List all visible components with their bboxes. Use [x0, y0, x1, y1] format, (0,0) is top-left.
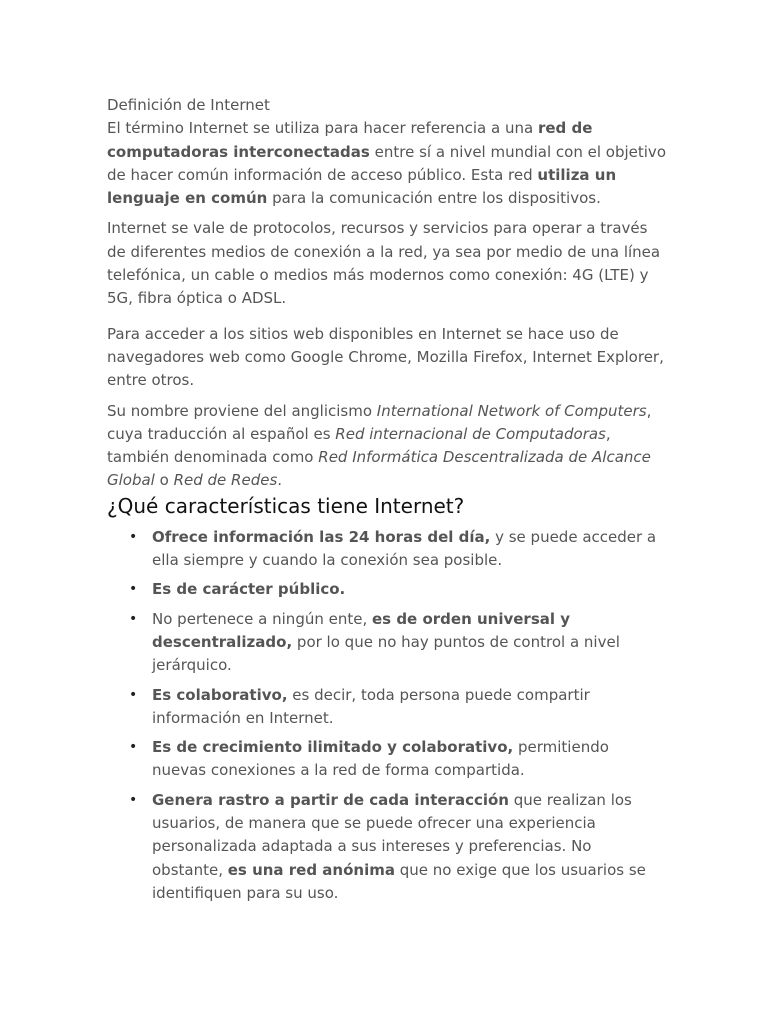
list-item: [152, 608, 667, 678]
paragraph-protocols: Internet se vale de protocolos, recursos y servicios para operar a través de diferentes medios de conexión a la red, ya sea por medio de una línea telefónica, un cable o medios más modernos como conexión: 4G (LTE) y 5G, fibra óptica o ADSL.: [107, 219, 661, 308]
bold-text: es de orden universal y descentralizado,: [152, 609, 571, 651]
paragraph-definition: [107, 117, 667, 210]
characteristics-list: [107, 526, 667, 905]
bold-text: Es colaborativo,: [152, 685, 288, 704]
text: permitiendo nuevas conexiones a la red de forma compartida.: [152, 738, 609, 780]
bold-text: red de computadoras interconectadas: [107, 119, 593, 161]
text: No pertenece a ningún ente,: [152, 609, 372, 628]
text: y se puede acceder a ella siempre y cuando la conexión sea posible.: [152, 527, 657, 570]
document-body: [107, 94, 667, 911]
bold-text: Ofrece información las 24 horas del día,: [152, 527, 491, 546]
bold-text: Genera rastro a partir de cada interacción: [152, 790, 509, 809]
text: .: [277, 471, 283, 490]
text: El término Internet se utiliza para hacer referencia a una: [107, 119, 538, 138]
italic-text: Red de Redes: [173, 471, 278, 490]
text: , también denominada como: [107, 424, 611, 467]
list-item: [152, 684, 667, 731]
text: que no exige que los usuarios se identifiquen para su uso.: [152, 860, 646, 902]
paragraph-name-origin: [107, 400, 667, 493]
paragraph-browsers: Para acceder a los sitios web disponibles en Internet se hace uso de navegadores web como Google Chrome, Mozilla Firefox, Internet Explorer, entre otros.: [107, 324, 664, 390]
text: entre sí a nivel mundial con el objetivo de hacer común información de acceso público. Esta red: [107, 142, 666, 184]
text: , cuya traducción al español es: [107, 401, 652, 443]
list-item: [152, 736, 667, 783]
italic-text: International Network of Computers: [376, 401, 647, 420]
bold-text: Es de carácter público.: [152, 580, 346, 599]
text: es decir, toda persona puede compartir información en Internet.: [152, 685, 590, 727]
document-title: Definición de Internet: [107, 96, 270, 114]
list-item: [152, 789, 667, 905]
section-heading: ¿Qué características tiene Internet?: [107, 493, 465, 518]
text: por lo que no hay puntos de control a nivel jerárquico.: [152, 632, 620, 675]
text: Su nombre proviene del anglicismo: [107, 401, 377, 420]
italic-text: Red internacional de Computadoras: [335, 424, 606, 443]
list-item: [152, 526, 667, 573]
list-item: [152, 578, 667, 601]
italic-text: Red Informática Descentralizada de Alcance Global: [107, 448, 651, 490]
bold-text: es una red anónima: [227, 860, 395, 879]
bold-text: Es de crecimiento ilimitado y colaborativo,: [152, 738, 514, 757]
text: que realizan los usuarios, de manera que se puede ofrecer una experiencia personalizada adaptada a sus intereses y preferencias. No obstante,: [152, 790, 632, 879]
text: o: [154, 471, 174, 490]
bold-text: utiliza un lenguaje en común: [107, 165, 617, 208]
text: para la comunicación entre los dispositivos.: [267, 189, 601, 208]
